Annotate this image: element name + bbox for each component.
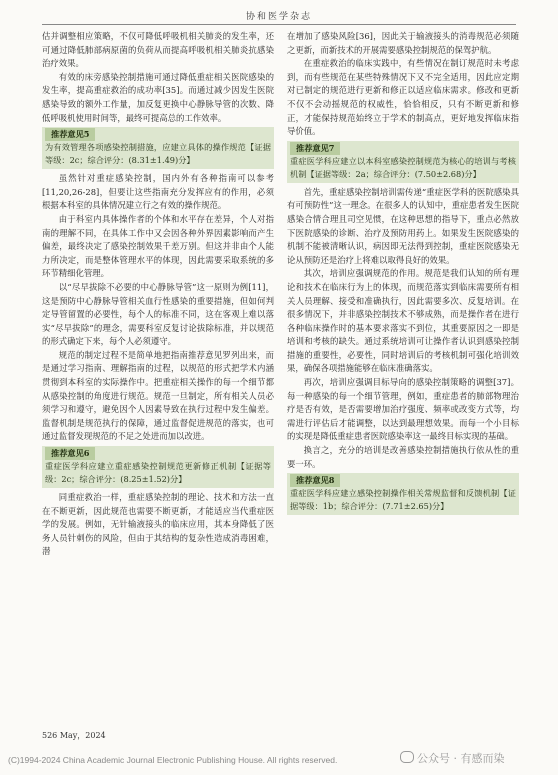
paragraph: 同重症救治一样，重症感染控制的理论、技术和方法一直在不断更新，因此规范也需要不断更新，才能适应当代重症医学的发展。例如，无针输液接头的临床应用，其本身降低了医务人员针刺伤的风险，但由于其结构的复杂性造成消毒困难，潜: [42, 492, 274, 557]
paragraph: 在重症救治的临床实践中，有些情况在制订规范时未考虑到，而有些规范在某些特殊情况下又不完全适用，因此应定期对已制定的规范进行更新和修正以适应临床需求。修改和更新不仅不会动摇规范的权威性，恰恰相反，只有不断更新和修正，才能保持规范始终立于学术的制高点，更好地发挥临床指导价值。: [287, 58, 519, 137]
recommendation-box-8: [287, 473, 519, 515]
paragraph: 有效的床旁感染控制措施可通过降低重症相关医院感染的发生率，提高重症救治的成功率[35]。而通过减少因发生医院感染导致的额外工作量，加反复更换中心静脉导管的次数、降低呼吸机使用时间等，最终可提高总的工作效率。: [42, 71, 274, 123]
right-column: [287, 30, 519, 518]
paragraph: 虽然针对重症感染控制，国内外有各种指南可以参考[11,20,26-28]，但要让这些指南充分发挥应有的作用，必须根据本科室的具体情况建立行之有效的操作规范。: [42, 173, 274, 211]
page-number: 526 May，2024: [42, 731, 106, 740]
paragraph: 在增加了感染风险[36]，因此关于输液接头的消毒规范必须随之更新，而新技术的开展需要感染控制规范的保驾护航。: [287, 31, 519, 55]
recommendation-text: 为有效管理各项感染控制措施，应建立具体的操作规范【证据等级：2c；综合评分：(8.31±1.49)分】: [45, 142, 271, 166]
paragraph: 估并调整相应策略，不仅可降低呼吸机相关肺炎的发生率，还可通过降低肺部病原菌的负荷从而提高呼吸机相关肺炎抗感染治疗效果。: [42, 31, 274, 69]
recommendation-box-6: [42, 446, 274, 488]
recommendation-box-7: [287, 141, 519, 183]
paragraph: 换言之，充分的培训是改善感染控制措施执行依从性的重要一环。: [287, 445, 519, 469]
header-rule: [42, 24, 516, 25]
paragraph: 首先，重症感染控制培训需传递“重症医学科的医院感染具有可预防性”这一理念。在很多人的认知中，重症患者发生医院感染合情合理且司空见惯，在这种思想的指导下，重点必然放下医院感染的诊断、治疗及预防用药上。如果发生医院感染的机制不能被清晰认识，病因即无法得到控制，重症医院感染无论从预防还是治疗上将难以取得良好的效果。: [287, 186, 519, 265]
recommendation-text: 重症医学科应建立重症感染控制规范更新修正机制【证据等级：2c；综合评分：(8.25±1.52)分】: [45, 461, 271, 485]
page-header: [0, 0, 558, 26]
recommendation-tag: 推荐意见6: [45, 447, 95, 460]
journal-title: 协和医学杂志: [245, 12, 312, 22]
copyright-notice: (C)1994-2024 China Academic Journal Electronic Publishing House. All rights reserved.: [8, 755, 338, 765]
recommendation-tag: 推荐意见5: [45, 128, 95, 141]
recommendation-tag: 推荐意见7: [290, 142, 340, 155]
wechat-icon: [400, 751, 414, 763]
recommendation-tag: 推荐意见8: [290, 474, 340, 487]
wechat-watermark: [400, 750, 505, 766]
paragraph: 以“尽早拔除不必要的中心静脉导管”这一原则为例[11]，这是预防中心静脉导管相关血行性感染的重要措施，但如何判定导管留置的必要性，每个人的标准不同，这在客观上难以落实“尽早拔除”的理念，需要科室反复讨论拔除标准，并以规范的形式确定下来，每个人必须遵守。: [42, 281, 274, 347]
paragraph: 规范的制定过程不是简单地把指南推荐意见罗列出来，而是通过学习指南、理解指南的过程，以规范的形式把学术内涵贯彻到本科室的实际操作中。把重症相关操作的每一个细节都从感染控制的角度进行规范。规范一旦制定，所有相关人员必须学习和遵守，避免因个人因素导致在执行过程中发生偏差。监督机制是规范执行的保障，通过监督促进规范的落实，也可通过监督发现规范的不足之处进而加以改进。: [42, 349, 274, 442]
left-column: [42, 30, 274, 559]
watermark-text: 公众号 · 有感而染: [417, 752, 505, 765]
recommendation-box-5: [42, 127, 274, 169]
recommendation-text: 重症医学科应建立感染控制操作相关常规监督和反馈机制【证据等级：1b；综合评分：(7.71±2.65)分】: [290, 488, 516, 512]
paragraph: 由于科室内具体操作者的个体和水平存在差异，个人对指南的理解不同，在具体工作中又会因各种外界因素影响而产生偏差，最终决定了感染控制效果千差万别。但这并非由个人能力所决定，而是整体管理水平的体现，因此需要采取系统的多环节精细化管理。: [42, 213, 274, 279]
paragraph: 其次，培训应强调规范的作用。规范是我们认知的所有理论和技术在临床行为上的体现，而规范落实到临床需要所有相关人员理解、接受和准确执行，因此需要多次、反复培训。在很多情况下，并非感染控制技术不够成熟，而是操作者在进行各种临床操作时的基本要求落实不到位，其重要原因之一即是培训和考核的缺失。通过系统培训可让操作者认识到感染控制措施的重要性，必要性，同时培训后的考核机制可强化培训效果，确保各项措施能够在临床准确落实。: [287, 268, 519, 374]
recommendation-text: 重症医学科应建立以本科室感染控制规范为核心的培训与考核机制【证据等级：2a；综合评分：(7.50±2.68)分】: [290, 155, 516, 179]
paragraph: 再次，培训应强调目标导向的感染控制策略的调整[37]。每一种感染的每一个细节管理，例如，重症患者的肺部物理治疗是否有效，是否需要增加治疗强度、频率或改变方式等，均需进行评估后才能调整，以达到最理想效果。而每一个小目标的实现是降低重症患者医院感染率这一最终目标实现的基础。: [287, 377, 519, 442]
